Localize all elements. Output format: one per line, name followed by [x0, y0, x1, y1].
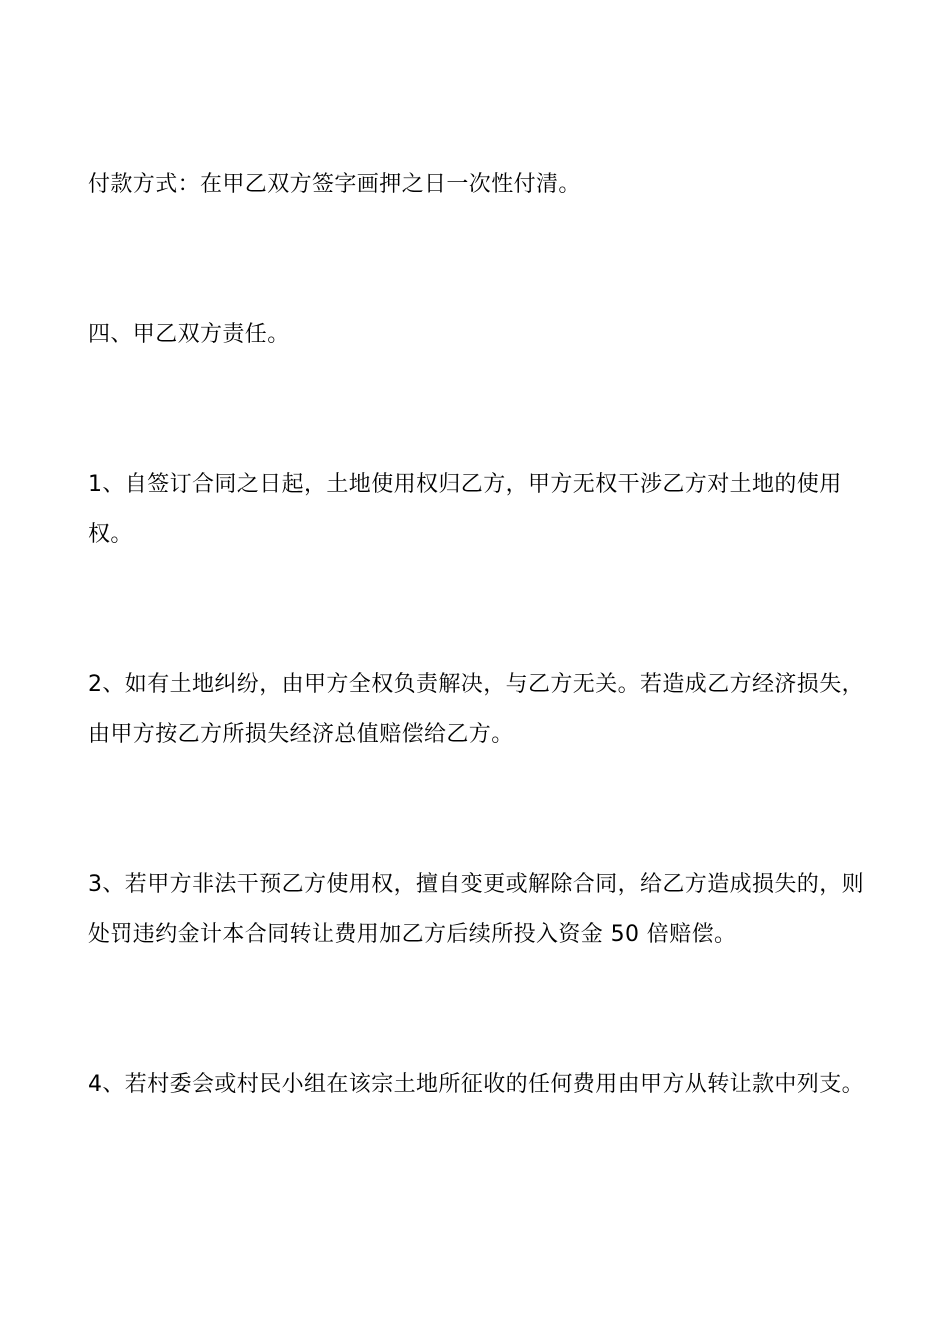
clause-2-paragraph: 2、如有土地纠纷，由甲方全权负责解决，与乙方无关。若造成乙方经济损失，由甲方按乙方所损失经济总值赔偿给乙方。 — [88, 672, 864, 747]
section-heading-responsibilities: 四、甲乙双方责任。 — [88, 322, 290, 347]
clause-3-paragraph: 3、若甲方非法干预乙方使用权，擅自变更或解除合同，给乙方造成损失的，则处罚违约金计本合同转让费用加乙方后续所投入资金 50 倍赔偿。 — [88, 872, 864, 947]
clause-1-paragraph: 1、自签订合同之日起，土地使用权归乙方，甲方无权干涉乙方对土地的使用权。 — [88, 472, 842, 547]
payment-method-paragraph: 付款方式：在甲乙双方签字画押之日一次性付清。 — [88, 172, 581, 197]
clause-4-paragraph: 4、若村委会或村民小组在该宗土地所征收的任何费用由甲方从转让款中列支。 — [88, 1072, 864, 1097]
